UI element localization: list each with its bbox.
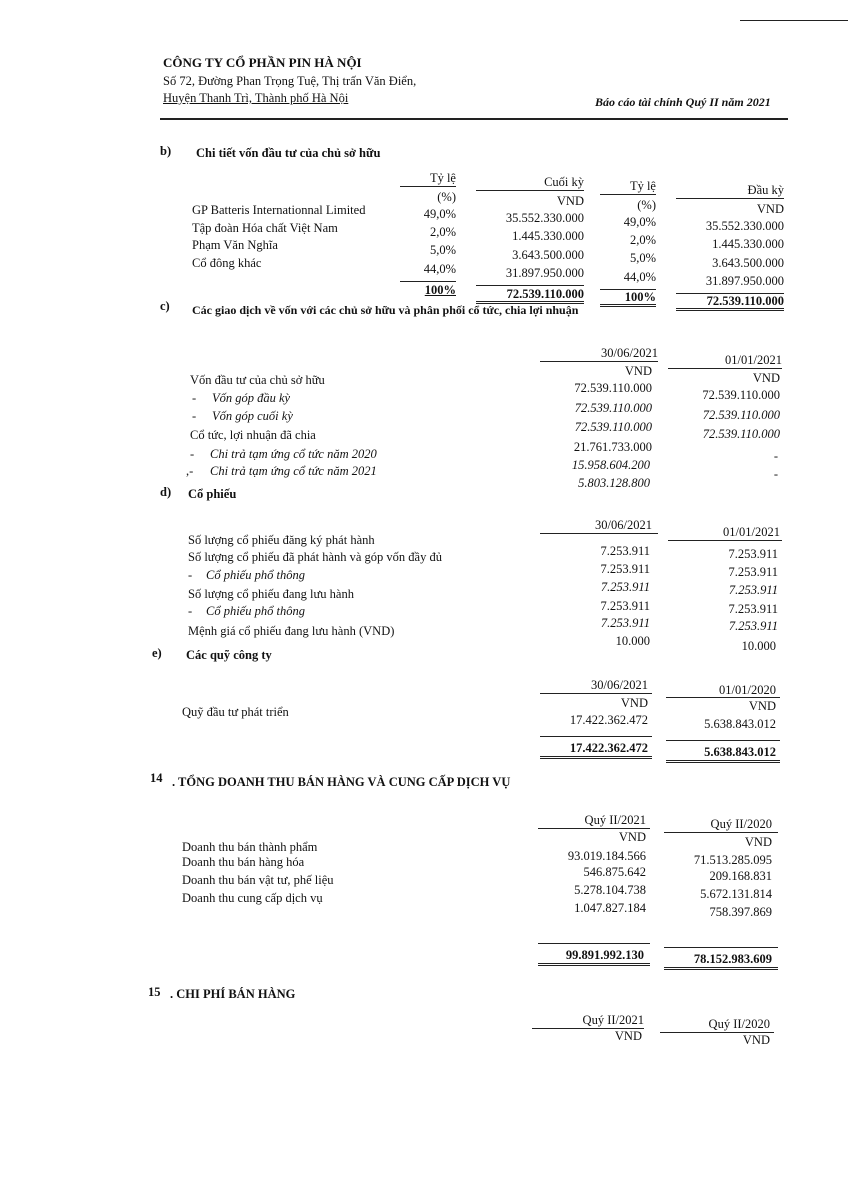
- s14-row-value-2: 209.168.831: [709, 869, 772, 883]
- s14-row-value-2: 5.672.131.814: [700, 887, 772, 901]
- c-row-value-1: 21.761.733.000: [573, 440, 652, 454]
- b-header-rule-2: [476, 190, 584, 191]
- s14-row-value-1: 5.278.104.738: [574, 883, 646, 897]
- d-col1-rule: [540, 533, 658, 534]
- d-dash: -: [188, 568, 193, 582]
- c-row-value-2: -: [773, 467, 778, 481]
- s14-row-value-1: 546.875.642: [583, 865, 646, 879]
- b-row-begin-value: 1.445.330.000: [712, 237, 784, 251]
- b-row-end-value: 3.643.500.000: [512, 248, 584, 262]
- c-col1-rule: [540, 361, 658, 362]
- header-rule: [160, 118, 788, 120]
- b-row-ratio: 5,0%: [429, 243, 456, 257]
- section-e-title: Các quỹ công ty: [186, 648, 272, 662]
- s15-col2-header: Quý II/2020: [708, 1017, 770, 1031]
- company-address-line2: Huyện Thanh Trì, Thành phố Hà Nội: [163, 91, 349, 105]
- s14-col2-unit: VND: [744, 835, 772, 849]
- c-col2-unit: VND: [752, 371, 780, 385]
- s14-row-value-1: 1.047.827.184: [574, 901, 646, 915]
- c-row-value-1: 5.803.128.800: [578, 476, 650, 490]
- s14-total-2: 78.152.983.609: [693, 952, 772, 966]
- d-row-label: Số lượng cổ phiếu đăng ký phát hành: [188, 533, 375, 547]
- d-row-value-2: 7.253.911: [728, 583, 778, 597]
- section-d-marker: d): [160, 485, 172, 499]
- c-row-label: Vốn đầu tư của chủ sở hữu: [190, 373, 325, 387]
- s14-row-value-2: 71.513.285.095: [693, 853, 772, 867]
- b-unit-vnd-2: VND: [756, 202, 784, 216]
- e-row-label: Quỹ đầu tư phát triển: [182, 705, 289, 719]
- b-header-rule-1: [400, 186, 456, 187]
- e-sum-rule-2: [666, 740, 780, 741]
- section-15-title: . CHI PHÍ BÁN HÀNG: [170, 987, 296, 1001]
- b-total-end-value: 72.539.110.000: [506, 287, 584, 301]
- d-row-value-1: 7.253.911: [600, 544, 650, 558]
- c-col1-header: 30/06/2021: [601, 346, 658, 360]
- c-row-label: Cổ tức, lợi nhuận đã chia: [190, 428, 316, 442]
- d-col1-header: 30/06/2021: [595, 518, 652, 532]
- d-row-label: Cổ phiếu phổ thông: [206, 604, 305, 618]
- s15-col1-unit: VND: [614, 1029, 642, 1043]
- section-15-number: 15: [148, 985, 161, 999]
- d-row-value-2: 7.253.911: [728, 565, 778, 579]
- s15-col2-unit: VND: [742, 1033, 770, 1047]
- s14-col1-unit: VND: [618, 830, 646, 844]
- c-row-value-2: 72.539.110.000: [702, 427, 780, 441]
- c-dash: -: [192, 409, 197, 423]
- c-col2-header: 01/01/2021: [725, 353, 782, 367]
- b-total-begin-value: 72.539.110.000: [706, 294, 784, 308]
- s14-row-value-2: 758.397.869: [709, 905, 772, 919]
- c-row-value-2: 72.539.110.000: [702, 408, 780, 422]
- s14-total-1: 99.891.992.130: [565, 948, 644, 962]
- s14-col2-rule: [664, 832, 778, 833]
- company-address-line1: Số 72, Đường Phan Trọng Tuệ, Thị trấn Văn Điển,: [163, 74, 417, 88]
- d-row-value-2: 10.000: [741, 639, 776, 653]
- s15-col1-header: Quý II/2021: [582, 1013, 644, 1027]
- s14-col2-header: Quý II/2020: [710, 817, 772, 831]
- b-row-end-value: 1.445.330.000: [512, 229, 584, 243]
- b-col-ratio-header: Tỷ lệ: [429, 171, 456, 185]
- d-row-value-2: 7.253.911: [728, 547, 778, 561]
- d-row-label: Số lượng cổ phiếu đã phát hành và góp vốn đầy đủ: [188, 550, 442, 564]
- e-total-double-rule-1: [540, 756, 652, 759]
- c-row-label: Chi trả tạm ứng cổ tức năm 2021: [210, 464, 377, 478]
- c-dash: -: [190, 447, 195, 461]
- b-sum-rule-1: [400, 281, 456, 282]
- e-row-value-2: 5.638.843.012: [704, 717, 776, 731]
- b-row-ratio: 49,0%: [423, 207, 456, 221]
- d-row-value-2: 7.253.911: [728, 602, 778, 616]
- e-sum-rule-1: [540, 736, 652, 737]
- c-dash: -: [192, 391, 197, 405]
- c-row-value-1: 72.539.110.000: [574, 420, 652, 434]
- s14-row-label: Doanh thu cung cấp dịch vụ: [182, 891, 323, 905]
- b-header-rule-3: [600, 194, 656, 195]
- s14-row-value-1: 93.019.184.566: [567, 849, 646, 863]
- b-row-end-value: 35.552.330.000: [505, 211, 584, 225]
- d-row-value-1: 7.253.911: [600, 562, 650, 576]
- s14-col1-header: Quý II/2021: [584, 813, 646, 827]
- section-14-number: 14: [150, 771, 163, 785]
- d-row-label: Số lượng cổ phiếu đang lưu hành: [188, 587, 354, 601]
- b-row-ratio2: 5,0%: [629, 251, 656, 265]
- s14-col1-rule: [538, 828, 650, 829]
- b-row-begin-value: 35.552.330.000: [705, 219, 784, 233]
- b-row-ratio: 2,0%: [429, 225, 456, 239]
- b-col-ratio2-header: Tỷ lệ: [629, 179, 656, 193]
- e-total-double-rule-2: [666, 760, 780, 763]
- d-row-value-1: 10.000: [615, 634, 650, 648]
- b-total-double-rule-3: [676, 308, 784, 311]
- section-c-marker: c): [160, 299, 170, 313]
- d-row-value-1: 7.253.911: [600, 599, 650, 613]
- s14-total-double-rule-2: [664, 967, 778, 970]
- d-row-value-2: 7.253.911: [728, 619, 778, 633]
- d-col2-header: 01/01/2021: [723, 525, 780, 539]
- b-row-end-value: 31.897.950.000: [505, 266, 584, 280]
- b-total-double-rule-2: [600, 304, 656, 307]
- e-total-1: 17.422.362.472: [569, 741, 648, 755]
- c-row-value-1: 72.539.110.000: [574, 381, 652, 395]
- b-row-ratio: 44,0%: [423, 262, 456, 276]
- d-row-value-1: 7.253.911: [600, 616, 650, 630]
- section-b-marker: b): [160, 144, 172, 158]
- top-corner-rule: [740, 20, 848, 21]
- b-row-ratio2: 49,0%: [623, 215, 656, 229]
- b-row-name: Tập đoàn Hóa chất Việt Nam: [192, 221, 338, 235]
- b-row-ratio2: 44,0%: [623, 270, 656, 284]
- c-col2-rule: [668, 368, 782, 369]
- e-total-2: 5.638.843.012: [704, 745, 776, 759]
- d-col2-rule: [668, 540, 782, 541]
- b-total-ratio2: 100%: [624, 290, 656, 304]
- d-dash: -: [188, 604, 193, 618]
- s14-total-double-rule-1: [538, 963, 650, 966]
- c-row-value-2: 72.539.110.000: [702, 388, 780, 402]
- c-row-label: Chi trả tạm ứng cổ tức năm 2020: [210, 447, 377, 461]
- c-row-value-2: -: [773, 449, 778, 463]
- s14-row-label: Doanh thu bán thành phẩm: [182, 840, 318, 854]
- s14-sum-rule-1: [538, 943, 650, 944]
- b-row-ratio2: 2,0%: [629, 233, 656, 247]
- e-col1-header: 30/06/2021: [591, 678, 648, 692]
- c-row-value-1: 72.539.110.000: [574, 401, 652, 415]
- e-col2-unit: VND: [748, 699, 776, 713]
- c-row-label: Vốn góp đầu kỳ: [212, 391, 291, 405]
- b-sum-rule-2: [476, 285, 584, 286]
- d-row-label: Cổ phiếu phổ thông: [206, 568, 305, 582]
- s14-row-label: Doanh thu bán hàng hóa: [182, 855, 305, 869]
- b-header-rule-4: [676, 198, 784, 199]
- b-col-end-header: Cuối kỳ: [544, 175, 584, 189]
- section-d-title: Cổ phiếu: [188, 487, 237, 501]
- b-col-begin-header: Đầu kỳ: [747, 183, 784, 197]
- b-row-name: GP Batteris Internationnal Limited: [192, 203, 366, 217]
- section-e-marker: e): [152, 646, 162, 660]
- e-col2-rule: [666, 697, 780, 698]
- d-row-value-1: 7.253.911: [600, 580, 650, 594]
- e-col1-rule: [540, 693, 652, 694]
- e-col1-unit: VND: [620, 696, 648, 710]
- b-unit-vnd-1: VND: [556, 194, 584, 208]
- report-title: Báo cáo tài chính Quý II năm 2021: [595, 95, 771, 109]
- e-col2-header: 01/01/2020: [719, 683, 776, 697]
- company-name: CÔNG TY CỔ PHẦN PIN HÀ NỘI: [163, 55, 362, 70]
- section-b-title: Chi tiết vốn đầu tư của chủ sở hữu: [196, 146, 381, 160]
- c-col1-unit: VND: [624, 364, 652, 378]
- b-row-begin-value: 31.897.950.000: [705, 274, 784, 288]
- b-unit-pct-1: (%): [437, 190, 456, 204]
- s14-row-label: Doanh thu bán vật tư, phế liệu: [182, 873, 334, 887]
- section-c-title: Các giao dịch về vốn với các chủ sở hữu và phân phối cổ tức, chia lợi nhuận: [192, 303, 579, 317]
- b-row-begin-value: 3.643.500.000: [712, 256, 784, 270]
- s14-sum-rule-2: [664, 947, 778, 948]
- c-dash: ,-: [186, 464, 194, 478]
- b-row-name: Cổ đông khác: [192, 256, 262, 270]
- section-14-title: . TỔNG DOANH THU BÁN HÀNG VÀ CUNG CẤP DỊCH VỤ: [172, 775, 511, 789]
- d-row-label: Mệnh giá cổ phiếu đang lưu hành (VND): [188, 624, 395, 638]
- c-row-label: Vốn góp cuối kỳ: [212, 409, 293, 423]
- b-row-name: Phạm Văn Nghĩa: [192, 238, 278, 252]
- e-row-value-1: 17.422.362.472: [569, 713, 648, 727]
- b-unit-pct-2: (%): [637, 198, 656, 212]
- b-total-ratio: 100%: [424, 283, 456, 297]
- c-row-value-1: 15.958.604.200: [571, 458, 650, 472]
